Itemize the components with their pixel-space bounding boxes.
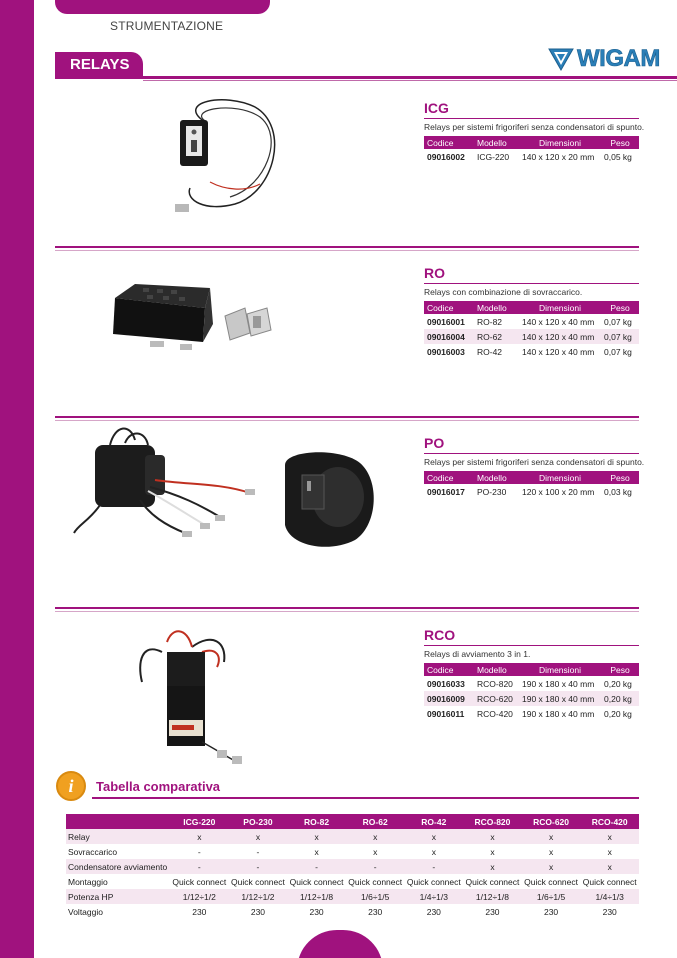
comparison-cell: 230 [426, 906, 441, 917]
cell-peso: 0,07 kg [601, 329, 639, 344]
cell-peso: 0,20 kg [604, 708, 632, 719]
cell-peso: 0,07 kg [604, 346, 632, 357]
comparison-row-label: Relay [66, 829, 170, 844]
cell-modello: ICG-220 [477, 151, 510, 162]
po-relay-image [70, 425, 390, 555]
product-name: RCO [424, 627, 639, 646]
comparison-cell: x [373, 846, 378, 857]
col-peso: Peso [601, 663, 639, 676]
rco-relay-image [132, 622, 252, 770]
comparison-cell: x [229, 829, 288, 844]
col-codice: Codice [424, 471, 474, 484]
comparison-cell: x [463, 829, 522, 844]
comparison-cell: 1/6÷1/5 [346, 889, 405, 904]
product-table [424, 663, 639, 721]
section-divider-thin [55, 250, 639, 251]
comparison-col-header: RCO-820 [463, 814, 522, 829]
col-dimensioni: Dimensioni [519, 471, 601, 484]
cell-dimensioni: 140 x 120 x 40 mm [522, 346, 595, 357]
comparison-cell: x [607, 846, 612, 857]
comparison-row [66, 874, 639, 889]
col-dimensioni: Dimensioni [519, 136, 601, 149]
cell-modello: RO-42 [477, 346, 503, 357]
comparison-cell: 230 [250, 906, 266, 917]
product-table [424, 301, 639, 359]
comparison-cell: Quick connect [406, 876, 461, 887]
icg-relay-image [165, 92, 300, 232]
table-row [424, 149, 639, 164]
comparison-cell: x [405, 829, 464, 844]
cell-modello: RCO-620 [474, 691, 519, 706]
comparison-row-label: Potenza HP [66, 889, 170, 904]
cell-peso: 0,03 kg [604, 486, 632, 497]
col-dimensioni: Dimensioni [519, 663, 601, 676]
product-name: ICG [424, 100, 639, 119]
comparison-cell: x [548, 846, 554, 857]
comparison-row-label: Montaggio [68, 876, 108, 887]
comparison-cell: Quick connect [172, 876, 227, 887]
comparison-cell: Quick connect [582, 876, 637, 887]
product-po [424, 435, 645, 499]
comparison-col-header: RO-82 [287, 814, 346, 829]
cell-dimensioni: 190 x 180 x 40 mm [522, 708, 595, 719]
comparison-cell: - [405, 859, 464, 874]
comparison-cell: 1/12÷1/2 [170, 889, 229, 904]
table-row [424, 314, 639, 329]
product-name: PO [424, 435, 639, 454]
comparison-cell: 1/12÷1/8 [463, 889, 522, 904]
cell-modello: RCO-420 [477, 708, 513, 719]
comparison-cell: 230 [309, 906, 324, 917]
comparison-col-header: ICG-220 [170, 814, 229, 829]
cell-peso: 0,07 kg [604, 316, 632, 327]
comparison-cell: x [431, 846, 436, 857]
comparison-row [66, 889, 639, 904]
col-codice: Codice [424, 663, 474, 676]
comparison-cell: x [287, 829, 346, 844]
comparison-cell: 1/4÷1/3 [405, 889, 464, 904]
comparison-title: Tabella comparativa [96, 779, 221, 794]
comparison-cell: 230 [602, 906, 617, 917]
comparison-cell: x [490, 846, 495, 857]
cell-modello: PO-230 [477, 486, 507, 497]
col-modello: Modello [474, 471, 519, 484]
product-table [424, 136, 639, 164]
cell-modello: RCO-820 [477, 678, 513, 689]
comparison-row-label: Condensatore avviamento [66, 859, 170, 874]
comparison-cell: - [287, 859, 346, 874]
product-icg [424, 100, 645, 164]
comparison-cell: x [314, 846, 319, 857]
product-ro [424, 265, 639, 359]
comparison-cell: 230 [192, 906, 207, 917]
comparison-row [66, 859, 639, 874]
comparison-cell: Quick connect [524, 876, 578, 887]
comparison-cell: - [229, 859, 288, 874]
comparison-col-header: PO-230 [229, 814, 288, 829]
category-underline [55, 76, 677, 79]
comparison-table [66, 814, 639, 919]
table-row [424, 484, 639, 499]
section-divider-thin [55, 611, 639, 612]
comparison-cell: 1/12÷1/8 [287, 889, 346, 904]
cell-peso: 0,05 kg [604, 151, 632, 162]
wigam-emblem-icon [548, 46, 574, 72]
col-modello: Modello [474, 136, 519, 149]
comparison-cell: 1/6÷1/5 [522, 889, 581, 904]
comparison-col-header: RCO-420 [580, 814, 639, 829]
section-divider [55, 416, 639, 418]
section-divider [55, 607, 639, 609]
category-underline-thin [143, 80, 677, 81]
comparison-title-underline [92, 797, 639, 799]
product-name: RO [424, 265, 639, 284]
col-codice: Codice [424, 301, 474, 314]
comparison-cell: - [256, 846, 260, 857]
comparison-cell: - [170, 859, 229, 874]
brand-logo [548, 45, 660, 73]
col-peso: Peso [601, 136, 639, 149]
product-table [424, 471, 639, 499]
comparison-cell: 230 [485, 906, 500, 917]
col-modello: Modello [474, 663, 519, 676]
ro-relay-image [105, 278, 285, 356]
comparison-cell: 230 [368, 906, 383, 917]
side-bar [0, 0, 34, 958]
cell-modello: RO-82 [477, 316, 503, 327]
cell-dimensioni: 190 x 180 x 40 mm [519, 691, 601, 706]
comparison-col-header: RO-42 [405, 814, 464, 829]
cell-codice: 09016004 [424, 329, 474, 344]
product-description: Relays con combinazione di sovraccarico. [424, 287, 583, 297]
table-row [424, 706, 639, 721]
cell-codice: 09016017 [427, 486, 465, 497]
col-dimensioni: Dimensioni [519, 301, 601, 314]
comparison-row [66, 844, 639, 859]
comparison-cell: x [170, 829, 229, 844]
cell-dimensioni: 140 x 120 x 40 mm [522, 316, 595, 327]
category-tab: RELAYS [55, 52, 143, 78]
product-description: Relays di avviamento 3 in 1. [424, 649, 531, 659]
col-peso: Peso [601, 301, 639, 314]
comparison-cell: Quick connect [465, 876, 520, 887]
comparison-cell: 1/12÷1/2 [229, 889, 288, 904]
top-tab [55, 0, 270, 14]
comparison-col-header: RO-62 [346, 814, 405, 829]
comparison-cell: x [580, 829, 639, 844]
comparison-corner-header [66, 814, 170, 829]
comparison-cell: x [522, 829, 581, 844]
cell-codice: 09016001 [427, 316, 465, 327]
page-number: 144 [329, 930, 351, 944]
cell-codice: 09016033 [427, 678, 465, 689]
cell-dimensioni: 120 x 100 x 20 mm [522, 486, 595, 497]
comparison-row [66, 904, 639, 919]
cell-codice: 09016002 [427, 151, 465, 162]
comparison-cell: x [463, 859, 522, 874]
table-row [424, 676, 639, 691]
comparison-cell: - [197, 846, 201, 857]
col-peso: Peso [601, 471, 639, 484]
comparison-row [66, 829, 639, 844]
comparison-cell: Quick connect [289, 876, 344, 887]
cell-dimensioni: 140 x 120 x 40 mm [519, 329, 601, 344]
product-description: Relays per sistemi frigoriferi senza condensatori di spunto. [424, 457, 645, 467]
table-row [424, 329, 639, 344]
cell-dimensioni: 190 x 180 x 40 mm [522, 678, 595, 689]
cell-codice: 09016011 [427, 708, 465, 719]
cell-peso: 0,20 kg [601, 691, 639, 706]
comparison-row-label: Sovraccarico [68, 846, 118, 857]
comparison-cell: - [346, 859, 405, 874]
comparison-cell: Quick connect [231, 876, 285, 887]
cell-dimensioni: 140 x 120 x 20 mm [522, 151, 595, 162]
col-modello: Modello [474, 301, 519, 314]
comparison-row-label: Voltaggio [68, 906, 103, 917]
cell-peso: 0,20 kg [604, 678, 632, 689]
section-divider [55, 246, 639, 248]
section-divider-thin [55, 420, 639, 421]
comparison-cell: x [522, 859, 581, 874]
product-rco [424, 627, 639, 721]
section-title: STRUMENTAZIONE [110, 19, 224, 33]
col-codice: Codice [424, 136, 474, 149]
comparison-cell: x [580, 859, 639, 874]
comparison-cell: 230 [543, 906, 559, 917]
comparison-cell: 1/4÷1/3 [580, 889, 639, 904]
comparison-cell: Quick connect [348, 876, 403, 887]
table-row [424, 344, 639, 359]
comparison-cell: x [346, 829, 405, 844]
product-description: Relays per sistemi frigoriferi senza condensatori di spunto. [424, 122, 645, 132]
table-row [424, 691, 639, 706]
info-icon: i [56, 771, 86, 801]
brand-logo-text: WIGAM [577, 45, 660, 72]
cell-modello: RO-62 [474, 329, 519, 344]
cell-codice: 09016009 [424, 691, 474, 706]
comparison-col-header: RCO-620 [522, 814, 581, 829]
cell-codice: 09016003 [427, 346, 465, 357]
